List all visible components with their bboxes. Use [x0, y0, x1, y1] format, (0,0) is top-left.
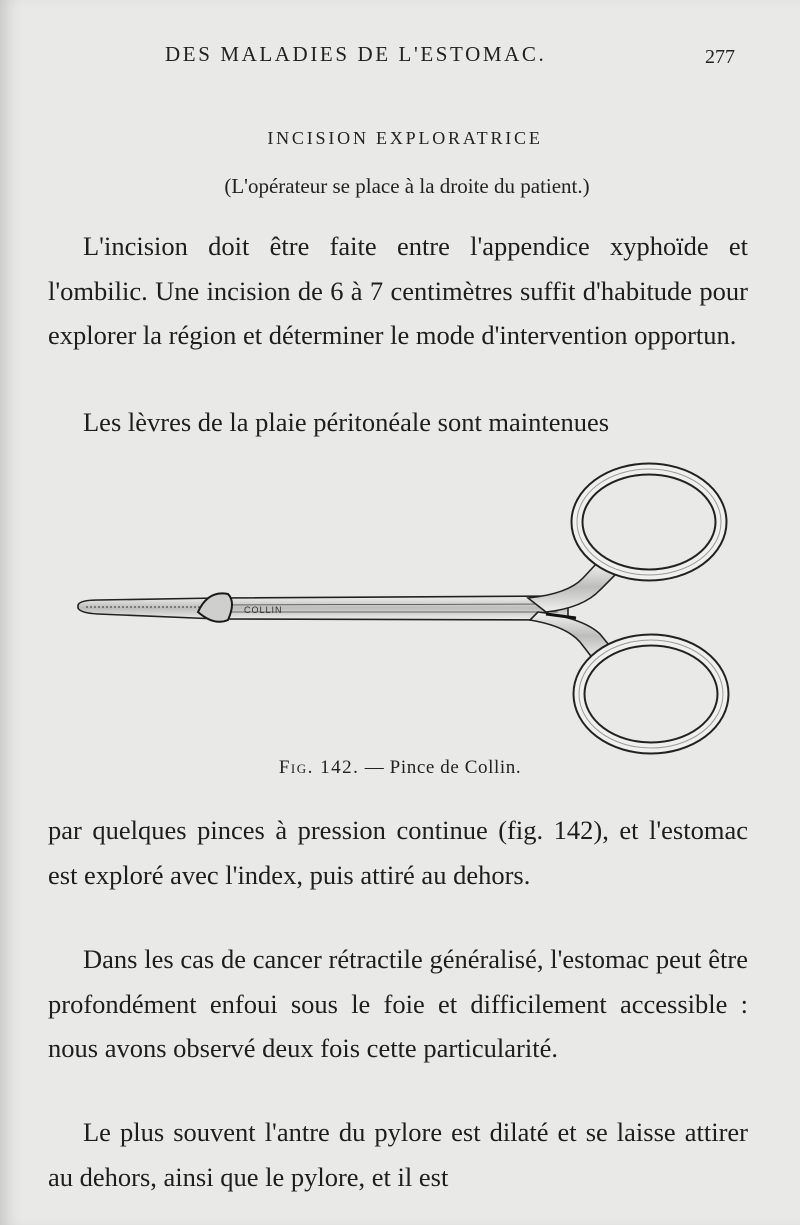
forceps-engraving: COLLIN [244, 605, 283, 615]
running-head [0, 40, 800, 74]
paragraph-cancer: Dans les cas de cancer rétractile généralisé, l'estomac peut être profondément enfoui sous le foie et difficilement accessible : nous avons observé deux fois cette particularité. [48, 944, 748, 1063]
paragraph-levres: Les lèvres de la plaie péritonéale sont maintenues [83, 407, 610, 437]
caption-text: — Pince de Collin. [364, 757, 522, 778]
running-title: DES MALADIES DE L'ESTOMAC. [165, 42, 547, 66]
page-number: 277 [705, 46, 735, 68]
caption-label: Fig. 142. [278, 757, 360, 778]
section-title: INCISION EXPLORATRICE [267, 128, 543, 148]
forceps-shaft [78, 596, 568, 620]
figure-caption [0, 757, 800, 779]
figure-forceps [68, 462, 736, 762]
paragraph-pinces: par quelques pinces à pression continue (fig. 142), et l'estomac est exploré avec l'index, puis attiré au dehors. [48, 815, 748, 890]
paragraph-incision: L'incision doit être faite entre l'appendice xyphoïde et l'ombilic. Une incision de 6 à 7 centimètres suffit d'habitude pour explorer la région et déterminer le mode d'intervention opportun. [48, 231, 748, 350]
paragraph-pylore: Le plus souvent l'antre du pylore est dilaté et se laisse attirer au dehors, ainsi que le pylore, et il est [48, 1117, 748, 1192]
section-subtitle: (L'opérateur se place à la droite du patient.) [224, 174, 590, 198]
forceps-illustration [68, 462, 736, 762]
